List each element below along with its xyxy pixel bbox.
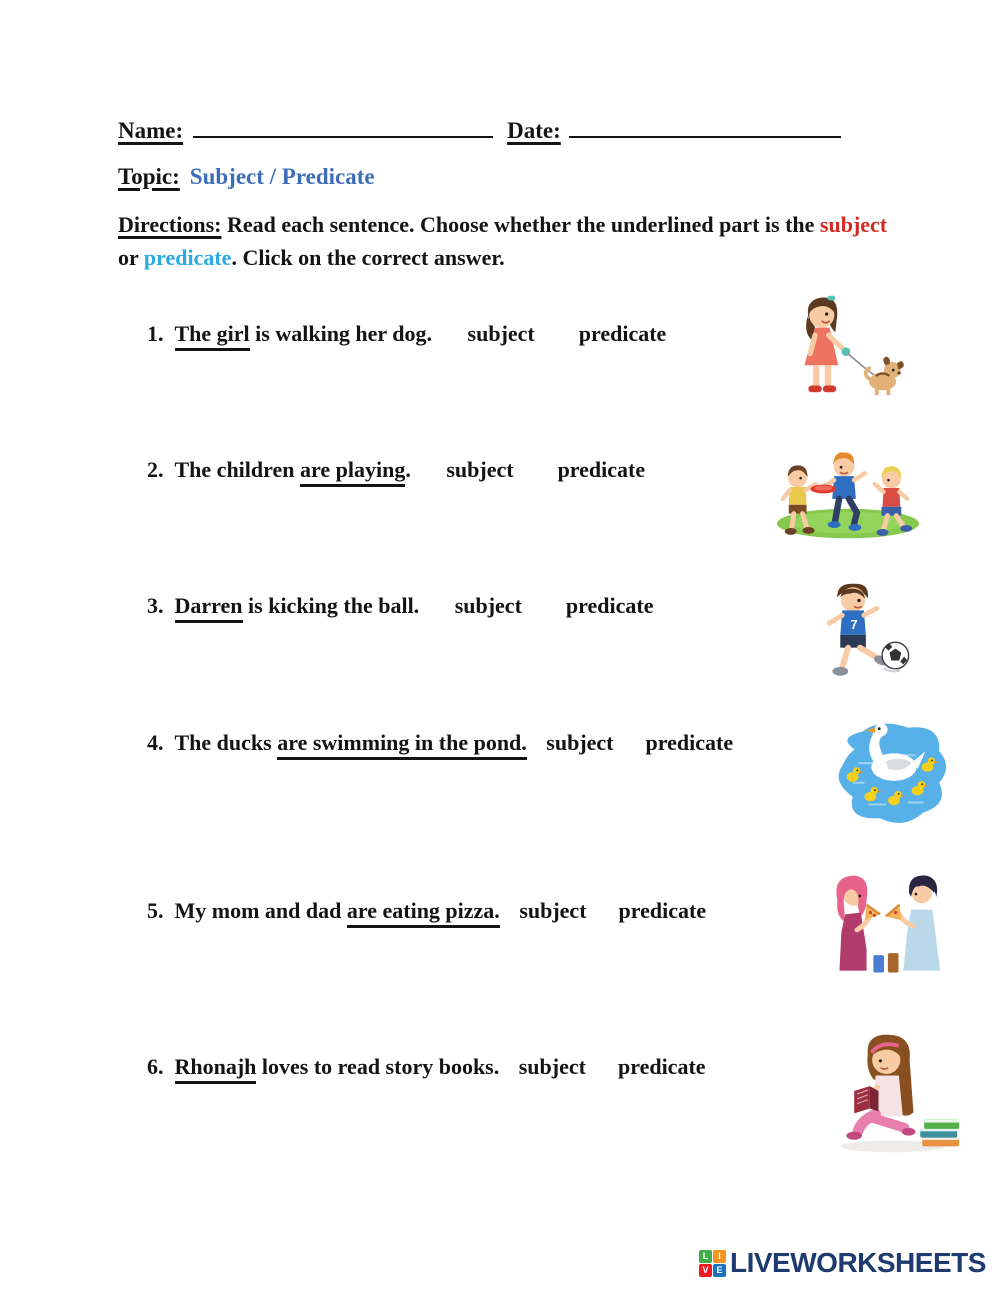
ducks-pond-image <box>829 706 953 834</box>
name-label: Name: <box>118 118 184 143</box>
q2-predicate-option[interactable]: predicate <box>557 457 646 482</box>
illustration-children-playing-frisbee <box>773 437 923 541</box>
question-sentence: Darren is kicking the ball. <box>175 593 420 623</box>
q3-predicate-option[interactable]: predicate <box>565 593 654 618</box>
q2-subject-option[interactable]: subject <box>446 457 514 482</box>
girl-walking-dog-image <box>780 288 908 400</box>
question-row-6 <box>147 1052 706 1082</box>
q6-subject-option[interactable]: subject <box>518 1054 586 1079</box>
q1-predicate-option[interactable]: predicate <box>578 321 667 346</box>
q6-predicate-option[interactable]: predicate <box>617 1054 706 1079</box>
date-field[interactable] <box>569 115 841 138</box>
directions-label: Directions: <box>118 212 222 237</box>
question-row-1 <box>147 319 666 349</box>
name-field[interactable] <box>193 115 493 138</box>
question-number: 2. <box>147 457 164 482</box>
topic-row <box>118 164 375 190</box>
brand-wordmark: LIVEWORKSHEETS <box>730 1247 986 1278</box>
q5-subject-option[interactable]: subject <box>519 898 587 923</box>
question-number: 1. <box>147 321 164 346</box>
q4-predicate-option[interactable]: predicate <box>645 730 734 755</box>
question-sentence: The children are playing. <box>175 457 411 487</box>
directions <box>118 208 903 274</box>
question-sentence: The girl is walking her dog. <box>175 321 433 351</box>
parents-eating-pizza-image <box>818 866 950 988</box>
question-row-3 <box>147 591 653 621</box>
svg-text:7: 7 <box>850 617 858 632</box>
q3-subject-option[interactable]: subject <box>454 593 522 618</box>
liveworksheets-logo-icon <box>699 1250 726 1277</box>
q1-subject-option[interactable]: subject <box>467 321 535 346</box>
question-row-5 <box>147 896 706 926</box>
illustration-mom-and-dad-eating-pizza <box>818 866 950 988</box>
children-playing-image <box>773 437 923 541</box>
logo-block-l: L <box>699 1250 712 1263</box>
logo-block-v: V <box>699 1264 712 1277</box>
girl-reading-image <box>827 1025 963 1157</box>
question-sentence: The ducks are swimming in the pond. <box>175 730 527 760</box>
illustration-girl-walking-dog <box>780 288 908 400</box>
question-row-2 <box>147 455 645 485</box>
date-label: Date: <box>507 118 561 143</box>
illustration-swan-and-ducklings-in-pond <box>829 706 953 834</box>
question-number: 4. <box>147 730 164 755</box>
footer <box>699 1247 986 1279</box>
question-sentence: Rhonajh loves to read story books. <box>175 1054 500 1084</box>
boy-kicking-ball-image <box>799 577 915 681</box>
q5-predicate-option[interactable]: predicate <box>618 898 707 923</box>
question-row-4 <box>147 728 733 758</box>
question-number: 6. <box>147 1054 164 1079</box>
question-number: 5. <box>147 898 164 923</box>
illustration-girl-reading-story-books <box>827 1025 963 1157</box>
topic-label: Topic: <box>118 164 180 189</box>
logo-block-e: E <box>713 1264 726 1277</box>
q4-subject-option[interactable]: subject <box>546 730 614 755</box>
directions-text: Read each sentence. Choose whether the underlined part is the subject or predicate. Click on the correct answer. <box>118 212 888 270</box>
question-sentence: My mom and dad are eating pizza. <box>175 898 500 928</box>
question-number: 3. <box>147 593 164 618</box>
illustration-boy-kicking-soccer-ball <box>799 577 915 681</box>
name-date-row <box>118 115 841 144</box>
logo-block-i: I <box>713 1250 726 1263</box>
topic-value: Subject / Predicate <box>189 164 375 189</box>
